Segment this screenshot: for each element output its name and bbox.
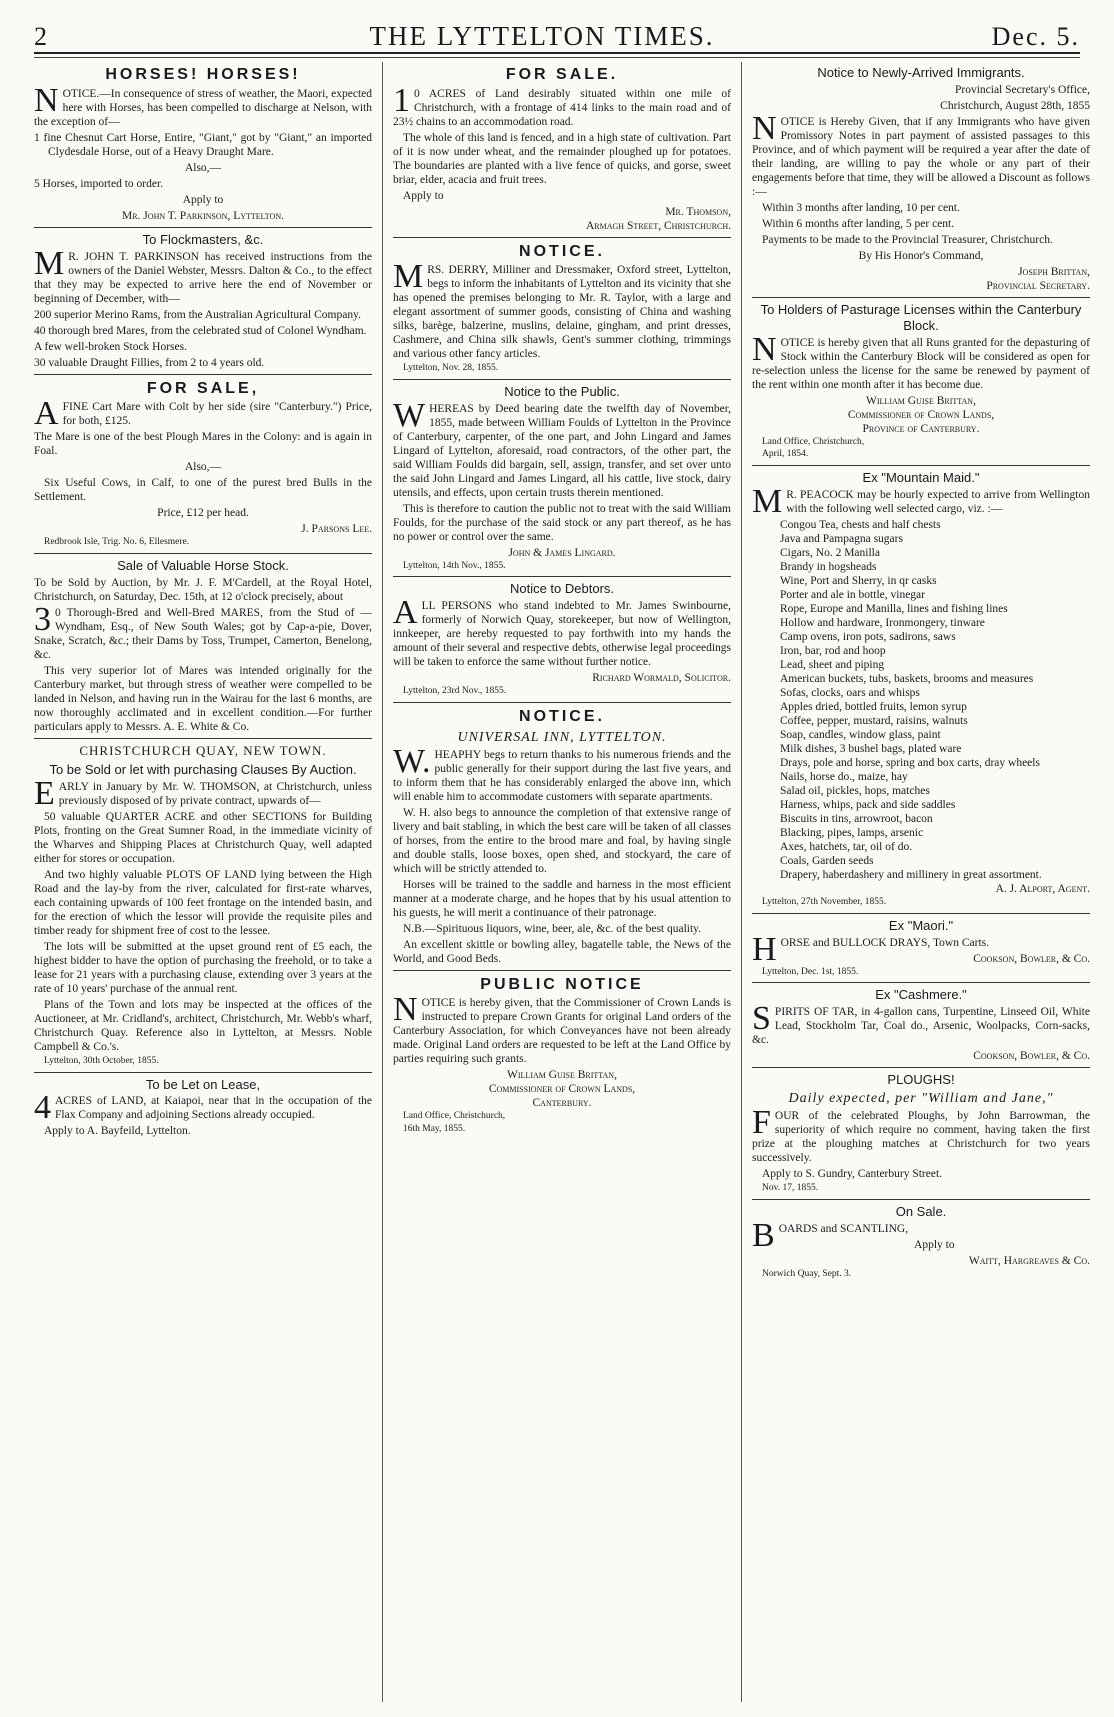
ad-for-sale-mare <box>34 379 372 549</box>
ad-price: Price, £12 per head. <box>157 507 249 520</box>
ad-mountain-maid <box>752 470 1090 909</box>
ad-body: FOUR of the celebrated Ploughs, by John Barrowman, the superiority of which require no comment, having taken the first prize at the ploughing matches at Christchurch for two years successively. <box>752 1104 1090 1165</box>
ad-apply: Apply to <box>914 1238 955 1251</box>
ad-heading: To be Let on Lease, <box>145 1076 261 1092</box>
list-item: Wine, Port and Sherry, in qr casks <box>780 575 937 588</box>
ad-heading: On Sale. <box>895 1203 947 1219</box>
ad-body: And two highly valuable PLOTS OF LAND lying between the High Road and the lay-by from the river, calculated for first-rate wharves, each containing upwards of 100 feet frontage on the intended basin, and for the erection of which the lessor will provide the requisite piles and timber ready for shipment free of cost to the lessee. <box>34 868 372 937</box>
ad-subheading: Daily expected, per "William and Jane," <box>788 1091 1054 1107</box>
ad-line: Within 3 months after landing, 10 per cent. <box>762 201 960 214</box>
ad-signature: Mr. John T. Parkinson, Lyttelton. <box>122 209 284 222</box>
ad-item: 30 valuable Draught Fillies, from 2 to 4 years old. <box>34 356 265 369</box>
divider <box>752 1067 1090 1068</box>
list-item: American buckets, tubs, baskets, brooms and measures <box>780 673 1034 686</box>
ad-command: By His Honor's Command, <box>858 250 984 263</box>
ad-body: The Mare is one of the best Plough Mares in the Colony: and is again in Foal. <box>34 431 372 458</box>
ad-date: April, 1854. <box>762 449 809 460</box>
divider <box>393 237 731 238</box>
ad-date: Lyttelton, Dec. 1st, 1855. <box>762 966 859 977</box>
column-2 <box>393 62 731 1702</box>
ad-signature: Commissioner of Crown Lands, <box>488 1083 636 1096</box>
ad-public-notice <box>393 975 731 1136</box>
ad-heading: To Flockmasters, &c. <box>142 231 264 247</box>
ad-signature: Commissioner of Crown Lands, <box>847 408 995 421</box>
ad-apply: Apply to S. Gundry, Canterbury Street. <box>762 1168 943 1181</box>
ad-heading: PLOUGHS! <box>887 1072 955 1088</box>
list-item: Harness, whips, pack and side saddles <box>780 799 956 812</box>
ad-date: 16th May, 1855. <box>403 1124 466 1135</box>
list-item: Blacking, pipes, lamps, arsenic <box>780 827 924 840</box>
ad-subheading: UNIVERSAL INN, LYTTELTON. <box>457 729 667 745</box>
divider <box>752 1199 1090 1200</box>
list-item: Porter and ale in bottle, vinegar <box>780 589 925 602</box>
divider <box>393 970 731 971</box>
ad-signature: Waitt, Hargreaves & Co. <box>968 1254 1090 1267</box>
ad-christchurch-quay <box>34 743 372 1068</box>
ad-body: EARLY in January by Mr. W. THOMSON, at Christchurch, unless previously disposed of by private contract, upwards of— <box>34 774 372 812</box>
ad-date: Lyttelton, 30th October, 1855. <box>44 1055 159 1066</box>
ad-body: An excellent skittle or bowling alley, bagatelle table, the News of the World, and Good Beds. <box>393 938 731 965</box>
ad-signature: Richard Wormald, Solicitor. <box>592 672 731 685</box>
list-item: Soap, candles, window glass, paint <box>780 729 941 742</box>
ad-body: Horses will be trained to the saddle and harness in the most efficient manner at a moderate charge, and he hopes that by his usual attention to his guests, he will merit a continuance of their patronage. <box>393 878 731 919</box>
ad-body: 50 valuable QUARTER ACRE and other SECTIONS for Building Plots, fronting on the Great Sumner Road, in the immediate vicinity of the Wharves and Shipping Places at Christchurch Quay, well adapted either for stores or occupation. <box>34 810 372 865</box>
ad-body: Plans of the Town and lots may be inspected at the offices of the Auctioneer, at Mr. Cridland's, architect, Christchurch, Mr. Webb's wharf, Christchurch Quay. Reference also in Lyttelton, at Messrs. Noble Campbell & Co.'s. <box>34 998 372 1053</box>
list-item: Sofas, clocks, oars and whisps <box>780 687 920 700</box>
ad-line: Within 6 months after landing, 5 per cent. <box>762 218 955 230</box>
divider <box>34 1072 372 1073</box>
ad-also: Also,— <box>184 461 222 474</box>
ad-body: The whole of this land is fenced, and in a high state of cultivation. Part of it is now under wheat, and the remainder ploughed up for potatoes. The boundaries are planted with a live fence of quicks, and gorse, sweet briar, elder, acacia and fruit trees. <box>393 131 731 186</box>
masthead <box>34 18 1080 54</box>
list-item: Coffee, pepper, mustard, raisins, walnuts <box>780 715 968 728</box>
ad-heading: Sale of Valuable Horse Stock. <box>117 557 289 573</box>
ad-heading: Notice to the Public. <box>504 383 620 399</box>
ad-heading: To Holders of Pasturage Licenses within the Canterbury Block. <box>760 302 1082 333</box>
ad-heading: Notice to Newly-Arrived Immigrants. <box>817 65 1025 80</box>
ad-body: This very superior lot of Mares was intended originally for the Canterbury market, but through stress of weather were compelled to be landed in Nelson, and having run in the Wairau for the last 6 months, are now thoroughly acclimated and in excellent condition.—For further particulars apply to Messrs. A. E. White & Co. <box>34 664 372 733</box>
ad-horse-stock <box>34 558 372 734</box>
ad-signature: J. Parsons Lee. <box>301 523 372 536</box>
column-1 <box>34 62 372 1702</box>
ad-body: NOTICE is hereby given, that the Commissioner of Crown Lands is instructed to prepare Crown Grants for original Land orders of the Canterbury Association, for which Conveyances have not been already made. Original Land orders are requested to be left at the Land Office by parties requiring such grants. <box>393 991 731 1066</box>
ad-also: Also,— <box>184 161 222 174</box>
ad-signature: Provincial Secretary. <box>986 280 1090 293</box>
ad-signature: Mr. Thomson, <box>665 205 731 218</box>
ad-body: NOTICE is Hereby Given, that if any Immigrants who have given Promissory Notes in part payment of assisted passages to this Province, and of which payment will be required a year after the date of their landing, are willing to pay the whole or any part of their engagements before that time, they will be allowed a Discount as follows :— <box>752 109 1090 198</box>
list-item: Cigars, No. 2 Manilla <box>780 546 880 559</box>
ad-body: Six Useful Cows, in Calf, to one of the purest bred Bulls in the Settlement. <box>34 477 372 504</box>
ad-date: Lyttelton, 27th November, 1855. <box>762 897 887 908</box>
ad-body: WHEREAS by Deed bearing date the twelfth day of November, 1855, made between William Foulds of Lyttelton in the Province of Canterbury, carpenter, of the one part, and John Lingard and James Lingard of Lyttelton, aforesaid, road contractors, of the other part, the said William Foulds did bargain, sell, assign, transfer, and set over unto the said John Lingard and James Lingard, all his cattle, live stock, dairy utensils, and effects, upon certain trusts therein mentioned. <box>393 396 731 499</box>
list-item: Drapery, haberdashery and millinery in great assortment. <box>780 869 1042 882</box>
divider <box>34 553 372 554</box>
list-item: Rope, Europe and Manilla, lines and fishing lines <box>780 603 1008 616</box>
ad-flockmasters <box>34 232 372 370</box>
ad-heading: FOR SALE. <box>505 66 619 83</box>
divider <box>34 374 372 375</box>
ad-item: 1 fine Chesnut Cart Horse, Entire, "Giant," got by "Giant," an imported Clydesdale Horse, out of a Heavy Draught Mare. <box>34 131 372 158</box>
ad-item: 200 superior Merino Rams, from the Australian Agricultural Company. <box>34 308 361 321</box>
list-item: Congou Tea, chests and half chests <box>780 518 941 531</box>
ad-body: HORSE and BULLOCK DRAYS, Town Carts. <box>752 930 990 968</box>
ad-body: W. H. also begs to announce the completion of that extensive range of livery and bait stabling, in which the best care will be taken of all classes of horses, from the entire to the brood mare and foal, by having single and double stalls, loose boxes, open shed, and stockyard, the care of which will be strictly attended to. <box>393 806 731 875</box>
ad-notice-derry <box>393 242 731 375</box>
ad-heading: Ex "Cashmere." <box>875 987 967 1003</box>
ad-body: NOTICE.—In consequence of stress of weather, the Maori, expected here with Horses, has been compelled to discharge at Nelson, with the exception of— <box>34 81 372 128</box>
ad-office: Provincial Secretary's Office, <box>954 83 1090 96</box>
ad-subheading: To be Sold or let with purchasing Clauses By Auction. <box>49 761 357 777</box>
ad-body: MRS. DERRY, Milliner and Dressmaker, Oxford street, Lyttelton, begs to inform the inhabitants of Lyttelton and its vicinity that she has opened the premises belonging to Mr. R. Taylor, with a large and elegant assortment of summer goods, consisting of China and washing silks, barège, balzerine, muslins, delaine, gingham, and print dresses, Cashmere, and China silk shawls, Gent's summer clothing, trimmings and various other fancy articles. <box>393 258 731 361</box>
ad-item: A few well-broken Stock Horses. <box>34 340 187 353</box>
ad-heading: FOR SALE, <box>146 379 260 397</box>
newspaper-title: THE LYTTELTON TIMES. <box>369 21 715 51</box>
ad-date: Redbrook Isle, Trig. No. 6, Ellesmere. <box>44 537 190 548</box>
list-item: Camp ovens, iron pots, sadirons, saws <box>780 631 956 644</box>
ad-signature: Cookson, Bowler, & Co. <box>973 952 1090 965</box>
ad-body: BOARDS and SCANTLING, <box>752 1216 909 1254</box>
ad-signature: A. J. Alport, Agent. <box>995 883 1090 896</box>
ad-apply: Apply to <box>182 193 224 206</box>
ad-heading: Ex "Mountain Maid." <box>862 470 980 486</box>
divider <box>34 738 372 739</box>
ad-body: MR. PEACOCK may be hourly expected to arrive from Wellington with the following well selected cargo, viz. :— <box>752 482 1090 520</box>
ad-heading: Notice to Debtors. <box>509 581 615 597</box>
ad-item: 5 Horses, imported to order. <box>34 177 164 190</box>
ad-signature: William Guise Brittan, <box>507 1069 617 1082</box>
issue-date: Dec. 5. <box>991 22 1080 51</box>
ad-date: Norwich Quay, Sept. 3. <box>762 1268 852 1279</box>
column-3 <box>752 62 1090 1702</box>
ad-heading: Ex "Maori." <box>888 917 954 933</box>
ad-date: Nov. 17, 1855. <box>762 1183 819 1194</box>
column-rule <box>741 62 742 1702</box>
ad-body: AFINE Cart Mare with Colt by her side (sire "Canterbury.") Price, for both, £125. <box>34 395 372 433</box>
ad-date: Lyttelton, 14th Nov., 1855. <box>403 560 506 571</box>
cargo-list <box>752 518 1090 882</box>
ad-heading: CHRISTCHURCH QUAY, NEW TOWN. <box>79 742 327 758</box>
ad-body: MR. JOHN T. PARKINSON has received instructions from the owners of the Daniel Webster, Messrs. Dalton & Co., to the effect that they may be expected to arrive here the end of November or beginning of December, with— <box>34 244 372 305</box>
divider <box>393 576 731 577</box>
ad-maori <box>752 918 1090 978</box>
columns <box>34 62 1090 1702</box>
ad-intro: To be Sold by Auction, by Mr. J. F. M'Cardell, at the Royal Hotel, Christchurch, on Saturday, Dec. 15th, at 12 o'clock precisely, about <box>34 576 372 603</box>
ad-body: 4ACRES of LAND, at Kaiapoi, near that in the occupation of the Flax Company and adjoining Sections already occupied. <box>34 1089 372 1127</box>
ad-body: Payments to be made to the Provincial Treasurer, Christchurch. <box>762 234 1053 247</box>
ad-apply: Apply to <box>403 189 444 202</box>
list-item: Java and Pampagna sugars <box>780 532 903 545</box>
divider <box>752 297 1090 298</box>
ad-body: N.B.—Spirituous liquors, wine, beer, ale, &c. of the best quality. <box>403 922 702 935</box>
ad-heading: HORSES! HORSES! <box>105 66 301 83</box>
list-item: Biscuits in tins, arrowroot, bacon <box>780 813 933 826</box>
divider <box>34 227 372 228</box>
ad-body: W.HEAPHY begs to return thanks to his numerous friends and the public generally for their support during the last five years, and to inform them that he has considerably enlarged the above inn, which will enable him to accommodate customers with separate apartments. <box>393 742 731 803</box>
ad-body: 10 ACRES of Land desirably situated within one mile of Christchurch, with a frontage of 414 links to the main road and of 23½ chains to an accommodation road. <box>393 81 731 128</box>
ad-signature: Canterbury. <box>532 1097 592 1110</box>
ad-date: Lyttelton, Nov. 28, 1855. <box>403 363 499 374</box>
ad-signature: Province of Canterbury. <box>862 422 980 435</box>
list-item: Milk dishes, 3 bushel bags, plated ware <box>780 743 962 756</box>
divider <box>752 982 1090 983</box>
ad-cashmere <box>752 987 1090 1063</box>
list-item: Salad oil, pickles, hops, matches <box>780 785 930 798</box>
masthead-rule <box>34 57 1080 58</box>
list-item: Lead, sheet and piping <box>780 659 885 672</box>
list-item: Brandy in hogsheads <box>780 561 877 573</box>
ad-immigrants <box>752 65 1090 293</box>
ad-body: 30 Thorough-Bred and Well-Bred MARES, from the Stud of — Wyndham, Esq., of New South Wales; got by Cap-a-pie, Dover, Snake, Scratch, &c.; their Dams by Toss, Trumpet, Camerton, Benelong, &c. <box>34 600 372 661</box>
ad-for-sale-land <box>393 65 731 233</box>
ad-date: Land Office, Christchurch, <box>762 436 865 447</box>
ad-body: ALL PERSONS who stand indebted to Mr. James Swinbourne, formerly of Norwich Quay, storekeeper, but now of Wellington, innkeeper, are hereby requested to pay forthwith into my hands the amount of their several and respective debts, otherwise legal proceedings will be taken to enforce the same without further notice. <box>393 594 731 669</box>
ad-signature: Joseph Brittan, <box>1018 266 1090 279</box>
divider <box>752 465 1090 466</box>
ad-notice-public <box>393 384 731 573</box>
ad-body: The lots will be submitted at the upset ground rent of £5 each, the highest bidder to have the option of purchasing the freehold, or to take a lease for 21 years with a purchasing clause, extending over 3 years at the rate of 10 years' purchase of the annual rent. <box>34 940 372 995</box>
ad-date: Lyttelton, 23rd Nov., 1855. <box>403 686 507 697</box>
ad-office-date: Christchurch, August 28th, 1855 <box>940 99 1090 112</box>
ad-lease <box>34 1077 372 1139</box>
ad-body: SPIRITS OF TAR, in 4-gallon cans, Turpentine, Linseed Oil, White Lead, Stockholm Tar, Coal do., Arsenic, Woolpacks, Corn-sacks, &c. <box>752 1000 1090 1047</box>
ad-heading: NOTICE. <box>519 242 605 260</box>
ad-on-sale <box>752 1204 1090 1280</box>
ad-heading: PUBLIC NOTICE <box>480 975 644 993</box>
divider <box>393 702 731 703</box>
page-number: 2 <box>34 22 47 51</box>
column-rule <box>382 62 383 1702</box>
ad-universal-inn <box>393 707 731 966</box>
list-item: Iron, bar, rod and hoop <box>780 645 886 658</box>
ad-apply: Apply to A. Bayfeild, Lyttelton. <box>44 1125 191 1138</box>
ad-horses <box>34 65 372 223</box>
ad-signature: Armagh Street, Christchurch. <box>586 219 731 232</box>
ad-body: This is therefore to caution the public not to treat with the said William Foulds, for the purchase of the said stock or any part thereof, as he has no power or control over the same. <box>393 502 731 543</box>
ad-signature: John & James Lingard. <box>508 546 616 559</box>
ad-heading: NOTICE. <box>519 708 605 726</box>
list-item: Apples dried, bottled fruits, lemon syrup <box>780 701 967 714</box>
ad-signature: Cookson, Bowler, & Co. <box>973 1050 1090 1063</box>
ad-ploughs <box>752 1072 1090 1195</box>
list-item: Coals, Garden seeds <box>780 855 874 868</box>
list-item: Hollow and hardware, Ironmongery, tinware <box>780 617 985 630</box>
divider <box>393 379 731 380</box>
ad-pasturage <box>752 302 1090 461</box>
list-item: Drays, pole and horse, spring and box carts, dray wheels <box>780 757 1040 770</box>
ad-body: NOTICE is hereby given that all Runs granted for the depasturing of Stock within the Canterbury Block will be considered as open for re-selection unless the license for the same be renewed by payment of the rent within one month after it has become due. <box>752 330 1090 391</box>
divider <box>752 913 1090 914</box>
ad-signature: William Guise Brittan, <box>866 394 976 407</box>
ad-item: 40 thorough bred Mares, from the celebrated stud of Colonel Wyndham. <box>34 324 367 337</box>
list-item: Nails, horse do., maize, hay <box>780 771 908 784</box>
ad-notice-debtors <box>393 581 731 698</box>
list-item: Axes, hatchets, tar, oil of do. <box>780 841 913 854</box>
ad-date: Land Office, Christchurch, <box>403 1111 506 1122</box>
